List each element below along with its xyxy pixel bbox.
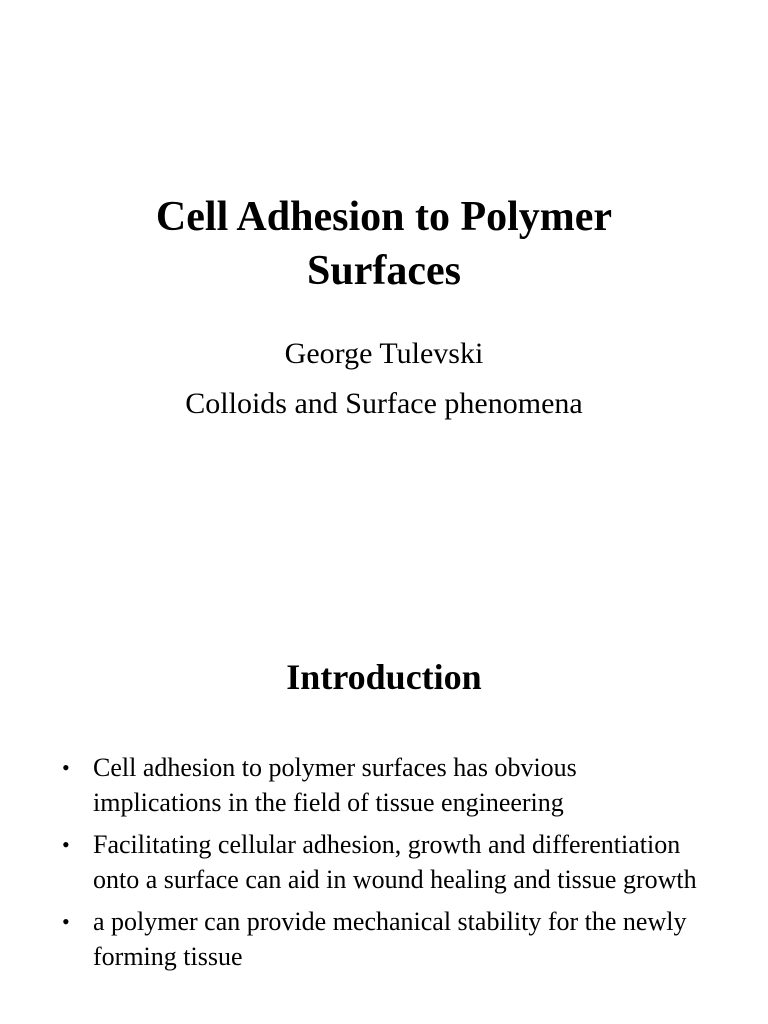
- bullet-text: Cell adhesion to polymer surfaces has obvious implications in the field of tissue engineering: [93, 753, 577, 817]
- slide-heading: Introduction: [286, 657, 482, 697]
- slide-title: [0, 190, 768, 298]
- slide-title-line-2: Surfaces: [307, 248, 461, 294]
- bullet-icon: •: [62, 909, 70, 934]
- list-item: [60, 827, 710, 897]
- list-item: [60, 750, 710, 820]
- list-item: [60, 904, 710, 974]
- slide-title-line-1: Cell Adhesion to Polymer: [155, 194, 613, 240]
- course-name: Colloids and Surface phenomena: [185, 387, 583, 420]
- bullet-icon: •: [62, 832, 70, 857]
- introduction-slide: [0, 600, 768, 1024]
- bullet-list: [60, 750, 710, 981]
- bullet-text: Facilitating cellular adhesion, growth and differentiation onto a surface can aid in wound healing and tissue growth: [93, 830, 697, 894]
- bullet-text: a polymer can provide mechanical stability for the newly forming tissue: [93, 907, 687, 971]
- author-name: George Tulevski: [284, 337, 484, 370]
- bullet-icon: •: [62, 755, 70, 780]
